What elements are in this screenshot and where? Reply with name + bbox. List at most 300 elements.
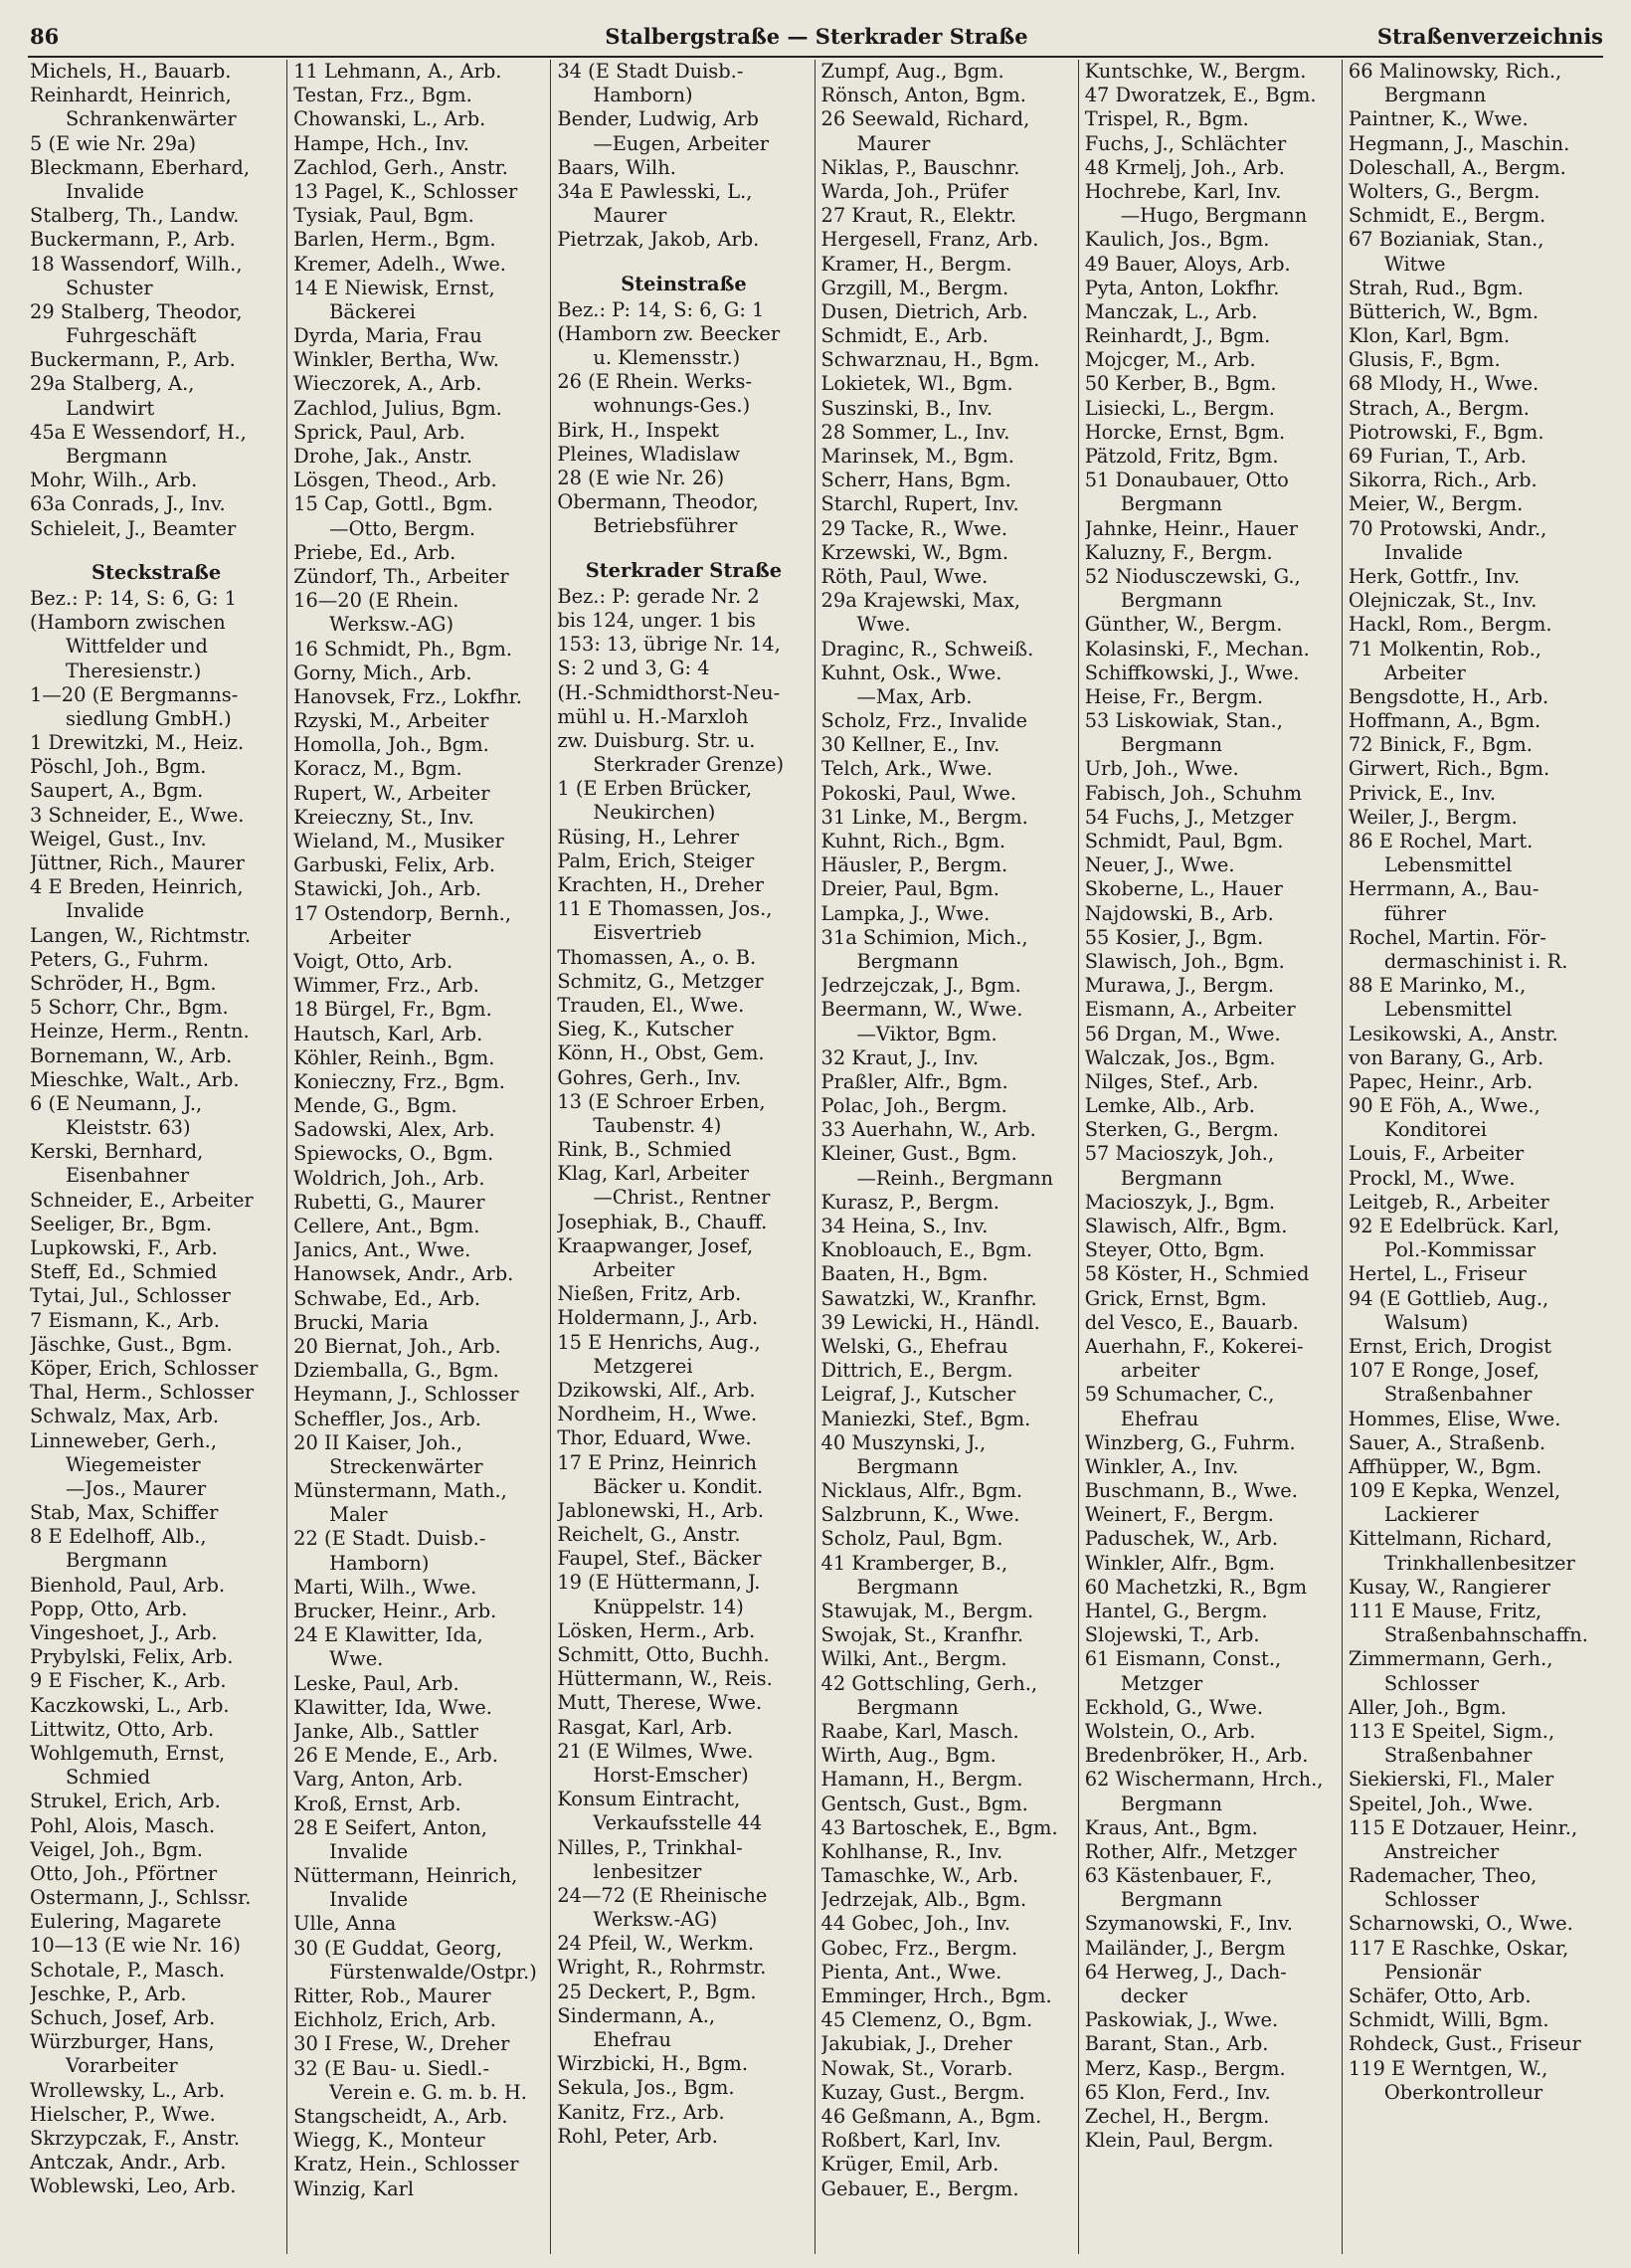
directory-line: Buckermann, P., Arb. (30, 228, 236, 252)
directory-line: 32 Kraut, J., Inv. (820, 1045, 980, 1069)
directory-line: 153: 13, übrige Nr. 14, (557, 633, 781, 657)
directory-line: Schmitt, Otto, Buchh. (557, 1643, 770, 1666)
directory-line: Bornemann, W., Arb. (30, 1043, 233, 1067)
directory-line: Kuntschke, W., Bergm. (1084, 60, 1307, 83)
directory-line: Strah, Rud., Bgm. (1348, 276, 1524, 299)
directory-line: Scholz, Paul, Bgm. (820, 1527, 1003, 1551)
directory-line: Schmidt, Paul, Bgm. (1084, 830, 1284, 852)
directory-line: Hielscher, P., Wwe. (30, 2102, 216, 2126)
directory-line: Eisvertrieb (593, 921, 702, 945)
directory-line: Palm, Erich, Steiger (557, 849, 755, 872)
directory-line: Zündorf, Th., Arbeiter (293, 564, 509, 588)
directory-line: Mende, G., Bgm. (293, 1094, 457, 1118)
directory-line: Winkler, Bertha, Ww. (293, 348, 499, 372)
directory-line: Fabisch, Joh., Schuhm (1084, 781, 1303, 805)
directory-line: 9 E Fischer, K., Arb. (30, 1669, 227, 1693)
directory-line: 117 E Raschke, Oskar, (1348, 1936, 1569, 1960)
directory-line: Streckenwärter (329, 1454, 483, 1478)
directory-line: Pienta, Ant., Wwe. (820, 1960, 1002, 1984)
directory-line: Skoberne, L., Hauer (1084, 877, 1283, 901)
directory-line: —Viktor, Bgm. (856, 1022, 997, 1045)
directory-line: Bäckerei (329, 299, 417, 323)
directory-line: Sawatzki, W., Kranfhr. (820, 1286, 1037, 1310)
directory-line: Scharnowski, O., Wwe. (1348, 1912, 1573, 1936)
directory-line: 15 Cap, Gottl., Bgm. (293, 492, 493, 516)
directory-line: Macioszyk, J., Bgm. (1084, 1190, 1276, 1214)
directory-line: Mutt, Therese, Wwe. (557, 1691, 763, 1715)
directory-line: Weiler, J., Bergm. (1348, 805, 1518, 829)
directory-columns (30, 60, 1605, 2254)
directory-line: Bergmann (856, 1695, 959, 1719)
directory-line: Kerski, Bernhard, (30, 1140, 204, 1164)
directory-line: Bez.: P: gerade Nr. 2 (557, 584, 760, 608)
directory-line: Hanowsek, Andr., Arb. (293, 1262, 514, 1286)
directory-line: Heise, Fr., Bergm. (1084, 684, 1264, 708)
directory-line: Hackl, Rom., Bergm. (1348, 613, 1552, 637)
directory-line: 29a Stalberg, A., (30, 372, 195, 396)
directory-line: Klein, Paul, Bergm. (1084, 2129, 1274, 2153)
directory-line: Schmidt, E., Bergm. (1348, 204, 1546, 228)
directory-line: Pöschl, Joh., Bgm. (30, 755, 207, 779)
directory-line: Slojewski, T., Arb. (1084, 1623, 1260, 1647)
directory-line: 71 Molkentin, Rob., (1348, 637, 1541, 661)
directory-line: Ernst, Erich, Drogist (1348, 1334, 1551, 1358)
directory-line: Telch, Ark., Wwe. (820, 757, 993, 781)
directory-line: Pyta, Anton, Lokfhr. (1084, 276, 1280, 299)
directory-line: Bergmann (1120, 492, 1223, 516)
directory-line: 29a Krajewski, Max, (820, 589, 1021, 613)
directory-line: Konsum Eintracht, (557, 1788, 741, 1811)
directory-line: 50 Kerber, B., Bgm. (1084, 372, 1277, 396)
directory-line: Metzger (1120, 1671, 1203, 1695)
directory-line: Manczak, L., Arb. (1084, 299, 1258, 323)
directory-line: 3 Schneider, E., Wwe. (30, 803, 245, 827)
directory-line: Brucker, Heinr., Arb. (293, 1600, 497, 1622)
directory-line: 24 Pfeil, W., Werkm. (557, 1932, 755, 1956)
directory-line: mühl u. H.-Marxloh (557, 704, 749, 728)
directory-line: 46 Geßmann, A., Bgm. (820, 2104, 1042, 2128)
directory-line: Pohl, Alois, Masch. (30, 1813, 216, 1837)
directory-line: Sindermann, A., (557, 2003, 716, 2027)
directory-line: Bergmann (856, 949, 959, 973)
directory-line: Kaczkowski, L., Arb. (30, 1693, 230, 1717)
directory-line: 22 (E Stadt. Duisb.- (293, 1527, 486, 1551)
directory-line: Stalberg, Th., Landw. (30, 204, 240, 228)
directory-line: 94 (E Gottlieb, Aug., (1348, 1286, 1549, 1310)
directory-line: Knobloauch, E., Bgm. (820, 1238, 1033, 1262)
directory-line: 1—20 (E Bergmanns- (30, 682, 239, 706)
directory-line: 70 Protowski, Andr., (1348, 516, 1547, 540)
directory-line: Kratz, Hein., Schlosser (293, 2153, 519, 2176)
directory-line: Wolstein, O., Arb. (1084, 1719, 1256, 1743)
directory-line: 60 Machetzki, R., Bgm (1084, 1575, 1308, 1599)
directory-line: 11 E Thomassen, Jos., (557, 897, 773, 921)
directory-line: Schuster (66, 276, 153, 299)
directory-line: 90 E Föh, A., Wwe., (1348, 1094, 1540, 1118)
directory-line: Verein e. G. m. b. H. (329, 2080, 527, 2104)
directory-line: Hantel, G., Bergm. (1084, 1600, 1268, 1622)
directory-line: Schäfer, Otto, Arb. (1348, 1984, 1532, 2007)
directory-line: Schmidt, E., Arb. (820, 324, 989, 348)
directory-line: Roßbert, Karl, Inv. (820, 2129, 1001, 2153)
directory-line: Bergmann (66, 445, 168, 468)
directory-line: 65 Klon, Ferd., Inv. (1084, 2080, 1271, 2104)
directory-line: —Reinh., Bergmann (856, 1166, 1053, 1190)
directory-line: Wimmer, Frz., Arb. (293, 974, 479, 998)
directory-line: Stab, Max, Schiffer (30, 1501, 219, 1525)
directory-line: Homolla, Joh., Bgm. (293, 733, 489, 757)
directory-line: Suszinski, B., Inv. (820, 396, 994, 420)
directory-line: Schneider, E., Arbeiter (30, 1188, 254, 1212)
directory-line: Invalide (329, 1839, 409, 1863)
directory-line: Vorarbeiter (66, 2054, 178, 2078)
directory-line: Winkler, A., Inv. (1084, 1454, 1239, 1478)
directory-line: Jäschke, Gust., Bgm. (30, 1332, 233, 1356)
directory-line: Wiegg, K., Monteur (293, 2129, 485, 2153)
directory-line: Spiewocks, O., Bgm. (293, 1142, 494, 1166)
directory-line: Invalide (66, 899, 144, 923)
directory-line: Pietrzak, Jakob, Arb. (557, 228, 760, 252)
directory-line: Eisenbahner (66, 1164, 189, 1188)
directory-line: Lackierer (1383, 1503, 1479, 1527)
directory-line: Bergmann (1120, 1166, 1223, 1190)
directory-line: Zachlod, Gerh., Anstr. (293, 155, 508, 179)
directory-line: Hamborn) (329, 1551, 430, 1575)
directory-line: 13 Pagel, K., Schlosser (293, 179, 518, 203)
directory-line: Rupert, W., Arbeiter (293, 781, 490, 805)
directory-line: Hamborn) (593, 84, 693, 107)
directory-line: Papec, Heinr., Arb. (1348, 1069, 1534, 1093)
directory-line: Marti, Wilh., Wwe. (293, 1575, 477, 1599)
directory-line: Tysiak, Paul, Bgm. (293, 204, 474, 228)
directory-line: Stawujak, M., Bergm. (820, 1600, 1034, 1622)
directory-line: Sieg, K., Kutscher (557, 1018, 734, 1041)
directory-line: Herk, Gottfr., Inv. (1348, 564, 1521, 588)
directory-line: 119 E Werntgen, W., (1348, 2056, 1548, 2080)
directory-line: Betriebsführer (593, 514, 738, 538)
directory-line: Josephiak, B., Chauff. (557, 1210, 768, 1233)
directory-line: Eismann, A., Arbeiter (1084, 998, 1296, 1022)
directory-line: Lisiecki, L., Bergm. (1084, 396, 1275, 420)
directory-line: Priebe, Ed., Arb. (293, 540, 456, 564)
directory-line: u. Klemensstr.) (593, 346, 741, 370)
directory-line: Tytai, Jul., Schlosser (30, 1284, 231, 1308)
directory-line: Kremer, Adelh., Wwe. (293, 252, 506, 276)
directory-line: arbeiter (1120, 1359, 1200, 1383)
directory-line: Polac, Joh., Bergm. (820, 1094, 1007, 1118)
directory-line: Slawisch, Joh., Bgm. (1084, 949, 1285, 973)
directory-line: Rohl, Peter, Arb. (557, 2124, 718, 2148)
directory-line: Slawisch, Alfr., Bgm. (1084, 1215, 1288, 1237)
directory-line: Kreieczny, St., Inv. (293, 805, 474, 829)
directory-line: S: 2 und 3, G: 4 (557, 657, 710, 680)
directory-line: Kleiner, Gust., Bgm. (820, 1142, 1017, 1166)
directory-line: Hampe, Hch., Inv. (293, 131, 469, 155)
directory-line: 68 Mlody, H., Wwe. (1348, 372, 1540, 396)
directory-line: 11 Lehmann, A., Arb. (293, 60, 502, 83)
directory-line: Kittelmann, Richard, (1348, 1527, 1552, 1551)
directory-line: 88 E Marinko, M., (1348, 974, 1527, 998)
directory-line: Wrollewsky, L., Arb. (30, 2078, 226, 2102)
directory-line: Fuhrgeschäft (66, 324, 197, 348)
directory-line: 26 (E Rhein. Werks- (557, 370, 752, 394)
directory-line: Hegmann, J., Maschin. (1348, 131, 1570, 155)
directory-line: 43 Bartoschek, E., Bgm. (820, 1815, 1058, 1839)
directory-line: Krzewski, W., Bgm. (820, 540, 1009, 564)
directory-line: Leske, Paul, Arb. (293, 1671, 459, 1695)
directory-line: 30 I Frese, W., Dreher (293, 2032, 510, 2056)
directory-line: Seeliger, Br., Bgm. (30, 1212, 213, 1235)
directory-line: Salzbrunn, K., Wwe. (820, 1503, 1020, 1527)
directory-line: Nüttermann, Heinrich, (293, 1864, 518, 1888)
page-number: 86 (30, 24, 60, 49)
directory-line: Eichholz, Erich, Arb. (293, 2008, 496, 2032)
directory-line: Obermann, Theodor, (557, 490, 759, 514)
directory-line: Koracz, M., Bgm. (293, 757, 462, 781)
directory-line: Schmidt, Willi, Bgm. (1348, 2008, 1549, 2032)
directory-line: 111 E Mause, Fritz, (1348, 1600, 1542, 1622)
directory-line: Janics, Ant., Wwe. (293, 1238, 471, 1262)
directory-line: Scheffler, Jos., Arb. (293, 1407, 481, 1430)
directory-line: 45 Clemenz, O., Bgm. (820, 2008, 1033, 2032)
directory-line: 107 E Ronge, Josef, (1348, 1359, 1540, 1383)
directory-line: Chowanski, L., Arb. (293, 107, 486, 131)
directory-line: Starchl, Rupert, Inv. (820, 492, 1019, 516)
directory-line: Jüttner, Rich., Maurer (30, 851, 245, 874)
directory-line: Wolters, G., Bergm. (1348, 179, 1540, 203)
directory-line: Fuchs, J., Schlächter (1084, 131, 1287, 155)
directory-line: Wohlgemuth, Ernst, (30, 1741, 226, 1765)
directory-line: Olejniczak, St., Inv. (1348, 589, 1538, 613)
directory-line: 34a E Pawlesski, L., (557, 179, 753, 203)
directory-line: Weinert, F., Bergm. (1084, 1503, 1274, 1527)
directory-line: Dzikowski, Alf., Arb. (557, 1378, 756, 1402)
directory-line: 26 Seewald, Richard, (820, 107, 1030, 131)
directory-line: bis 124, unger. 1 bis (557, 608, 756, 632)
directory-line: Brucki, Maria (293, 1310, 429, 1334)
directory-line: 86 E Rochel, Mart. (1348, 830, 1534, 852)
directory-line: 28 E Seifert, Anton, (293, 1815, 487, 1839)
directory-line: 52 Niodusczewski, G., (1084, 564, 1301, 588)
directory-line: Kroß, Ernst, Arb. (293, 1792, 461, 1815)
directory-line: Straßenbahner (1383, 1383, 1533, 1407)
directory-line: Sauer, A., Straßenb. (1348, 1430, 1546, 1454)
directory-line: Hautsch, Karl, Arb. (293, 1022, 483, 1045)
directory-line: Wiegemeister (66, 1452, 201, 1476)
directory-column (550, 60, 814, 2254)
directory-line: (H.-Schmidthorst-Neu- (557, 680, 781, 704)
directory-line: Metzgerei (593, 1354, 693, 1378)
directory-line: Birk, H., Inspekt (557, 418, 720, 442)
directory-line: Pokoski, Paul, Wwe. (820, 781, 1017, 805)
directory-line: Rönsch, Anton, Bgm. (820, 84, 1026, 107)
directory-line: Bütterich, W., Bgm. (1348, 299, 1540, 323)
directory-line: Jakubiak, J., Dreher (820, 2032, 1012, 2056)
directory-line: Sadowski, Alex, Arb. (293, 1118, 495, 1142)
directory-line: Krüger, Emil, Arb. (820, 2153, 999, 2176)
directory-line: Prockl, M., Wwe. (1348, 1166, 1516, 1190)
directory-line: Invalide (66, 179, 144, 203)
directory-line: Voigt, Otto, Arb. (293, 949, 453, 973)
directory-line: Woblewski, Leo, Arb. (30, 2174, 237, 2198)
directory-line: decker (1120, 1984, 1187, 2007)
directory-line: Kaluzny, F., Bergm. (1084, 540, 1273, 564)
directory-line: Ulle, Anna (293, 1912, 397, 1936)
directory-line: siedlung GmbH.) (66, 706, 232, 730)
directory-line: 66 Malinowsky, Rich., (1348, 60, 1562, 83)
directory-column (30, 60, 286, 2254)
directory-line: Michels, H., Bauarb. (30, 60, 232, 83)
directory-line: dermaschinist i. R. (1383, 949, 1568, 973)
directory-line: 25 Deckert, P., Bgm. (557, 1980, 757, 2003)
directory-line: Bergmann (1120, 1888, 1223, 1912)
directory-line: Rohdeck, Gust., Friseur (1348, 2032, 1581, 2056)
directory-line: —Otto, Bergm. (329, 516, 476, 540)
directory-line: Werksw.-AG) (593, 1908, 718, 1932)
directory-line: Jahnke, Heinr., Hauer (1084, 516, 1298, 540)
directory-line: Mohr, Wilh., Arb. (30, 469, 198, 492)
directory-line: Thor, Eduard, Wwe. (557, 1426, 752, 1450)
page-header (30, 24, 1603, 58)
directory-line: Mieschke, Walt., Arb. (30, 1067, 240, 1091)
directory-line: Eulering, Magarete (30, 1910, 222, 1934)
directory-line: Bredenbröker, H., Arb. (1084, 1744, 1309, 1768)
directory-line: Wwe. (856, 613, 911, 637)
directory-line: 59 Schumacher, C., (1084, 1383, 1275, 1407)
directory-line: Straßenbahnschaffn. (1383, 1623, 1588, 1647)
directory-line: Merz, Kasp., Bergm. (1084, 2056, 1286, 2080)
directory-line: 69 Furian, T., Arb. (1348, 445, 1527, 468)
directory-line: 4 E Breden, Heinrich, (30, 875, 244, 899)
directory-line: Jedrzejczak, J., Bgm. (820, 974, 1021, 998)
directory-line: 29 Stalberg, Theodor, (30, 299, 243, 323)
directory-line: Kuhnt, Osk., Wwe. (820, 661, 1002, 684)
directory-line: Rasgat, Karl, Arb. (557, 1715, 733, 1739)
directory-line: Winzig, Karl (293, 2176, 415, 2200)
directory-line: Kraus, Ant., Bgm. (1084, 1815, 1258, 1839)
directory-line: Stawicki, Joh., Arb. (293, 877, 482, 901)
directory-line: Konieczny, Frz., Bgm. (293, 1069, 505, 1093)
directory-line: Zachlod, Julius, Bgm. (293, 396, 502, 420)
directory-line: Nilles, P., Trinkhal- (557, 1835, 743, 1859)
directory-line: Straßenbahner (1383, 1744, 1533, 1768)
directory-line: Hoffmann, A., Bgm. (1348, 709, 1541, 733)
directory-line: Girwert, Rich., Bgm. (1348, 757, 1550, 781)
directory-line: Sekula, Jos., Bgm. (557, 2076, 735, 2100)
directory-line: Paintner, K., Wwe. (1348, 107, 1529, 131)
directory-line: 63 Kästenbauer, F., (1084, 1864, 1273, 1888)
directory-line: Buschmann, B., Wwe. (1084, 1479, 1298, 1503)
directory-line: Rother, Alfr., Metzger (1084, 1839, 1297, 1863)
directory-line: 113 E Speitel, Sigm., (1348, 1719, 1555, 1743)
directory-line: 27 Kraut, R., Elektr. (820, 204, 1017, 228)
directory-line: Pol.-Kommissar (1383, 1238, 1537, 1262)
directory-line: Ritter, Rob., Maurer (293, 1984, 491, 2007)
directory-line: Ostermann, J., Schlssr. (30, 1886, 252, 1910)
directory-line: Walczak, Jos., Bgm. (1084, 1045, 1276, 1069)
directory-line: 72 Binick, F., Bgm. (1348, 733, 1533, 757)
directory-line: Grzgill, M., Bergm. (820, 276, 1009, 299)
directory-line: Skrzypczak, F., Anstr. (30, 2126, 241, 2150)
directory-line: Maurer (593, 204, 667, 228)
directory-column (1342, 60, 1605, 2254)
directory-line: Taubenstr. 4) (593, 1113, 722, 1137)
directory-line: Faupel, Stef., Bäcker (557, 1547, 762, 1571)
directory-line: 92 E Edelbrück. Karl, (1348, 1215, 1560, 1237)
directory-column (286, 60, 550, 2254)
directory-line: 20 Biernat, Joh., Arb. (293, 1334, 501, 1358)
directory-line: (Hamborn zw. Beecker (557, 321, 781, 345)
directory-line: Neuer, J., Wwe. (1084, 853, 1235, 877)
directory-line: Schieleit, J., Beamter (30, 516, 237, 540)
directory-line: Baaten, H., Bgm. (820, 1262, 989, 1286)
directory-line: Bez.: P: 14, S: 6, G: 1 (557, 297, 765, 321)
directory-line: Herrmann, A., Bau- (1348, 877, 1540, 901)
directory-line: Lösgen, Theod., Arb. (293, 469, 497, 492)
directory-line: Affhüpper, W., Bgm. (1348, 1454, 1542, 1478)
directory-line: Steff, Ed., Schmied (30, 1260, 218, 1284)
directory-line: 21 (E Wilmes, Wwe. (557, 1739, 754, 1763)
directory-line: Mailänder, J., Bergm (1084, 1936, 1286, 1960)
directory-line: Lebensmittel (1383, 853, 1513, 877)
directory-line: Rubetti, G., Maurer (293, 1190, 485, 1214)
directory-line: 31a Schimion, Mich., (820, 925, 1028, 949)
directory-line: Dziemballa, G., Bgm. (293, 1359, 499, 1383)
directory-line: Baars, Wilh. (557, 155, 676, 179)
directory-line: Arbeiter (1383, 661, 1466, 684)
directory-line: Meier, W., Bergm. (1348, 492, 1524, 516)
directory-line: Gobec, Frz., Bergm. (820, 1936, 1018, 1960)
directory-line: Woldrich, Joh., Arb. (293, 1166, 485, 1190)
directory-line: 61 Eismann, Const., (1084, 1647, 1282, 1671)
directory-line: 19 (E Hüttermann, J. (557, 1571, 761, 1595)
directory-line: Louis, F., Arbeiter (1348, 1142, 1525, 1166)
directory-line: 34 Heina, S., Inv. (820, 1215, 989, 1237)
directory-line: Welski, G., Ehefrau (820, 1334, 1008, 1358)
directory-line: 31 Linke, M., Bergm. (820, 805, 1028, 829)
directory-line: 14 E Niewisk, Ernst, (293, 276, 495, 299)
directory-line: Kaulich, Jos., Bgm. (1084, 228, 1270, 252)
directory-line: Ehefrau (1120, 1407, 1199, 1430)
directory-line: Zechel, H., Bergm. (1084, 2104, 1270, 2128)
directory-line: Pleines, Wladislaw (557, 442, 741, 466)
directory-line: Pätzold, Fritz, Bgm. (1084, 445, 1279, 468)
directory-line: Niklas, P., Bauschnr. (820, 155, 1020, 179)
directory-line: Antczak, Andr., Arb. (30, 2151, 227, 2174)
directory-line: Walsum) (1383, 1310, 1469, 1334)
directory-line: Gentsch, Gust., Bgm. (820, 1792, 1028, 1815)
directory-line: 7 Eismann, K., Arb. (30, 1308, 220, 1332)
directory-line: Schwalz, Max, Arb. (30, 1405, 220, 1428)
directory-line: 51 Donaubauer, Otto (1084, 469, 1289, 492)
directory-line: Dyrda, Maria, Frau (293, 324, 482, 348)
directory-line: Littwitz, Otto, Arb. (30, 1717, 215, 1741)
directory-line: Otto, Joh., Pförtner (30, 1861, 218, 1885)
directory-line: Dreier, Paul, Bgm. (820, 877, 999, 901)
directory-line: Sterken, G., Bergm. (1084, 1118, 1279, 1142)
directory-line: Nicklaus, Alfr., Bgm. (820, 1479, 1023, 1503)
directory-line: del Vesco, E., Bauarb. (1084, 1310, 1299, 1334)
directory-line: Thomassen, A., o. B. (557, 945, 757, 969)
directory-line: Werksw.-AG) (329, 613, 454, 637)
directory-line: 6 (E Neumann, J., (30, 1091, 203, 1115)
directory-line: Kuhnt, Rich., Bgm. (820, 830, 1006, 852)
directory-line: Krachten, H., Dreher (557, 873, 765, 896)
directory-line: Arbeiter (593, 1258, 675, 1281)
directory-line: 18 Bürgel, Fr., Bgm. (293, 998, 492, 1022)
directory-line: Wirth, Aug., Bgm. (820, 1744, 997, 1768)
directory-line: 1 (E Erben Brücker, (557, 777, 753, 801)
